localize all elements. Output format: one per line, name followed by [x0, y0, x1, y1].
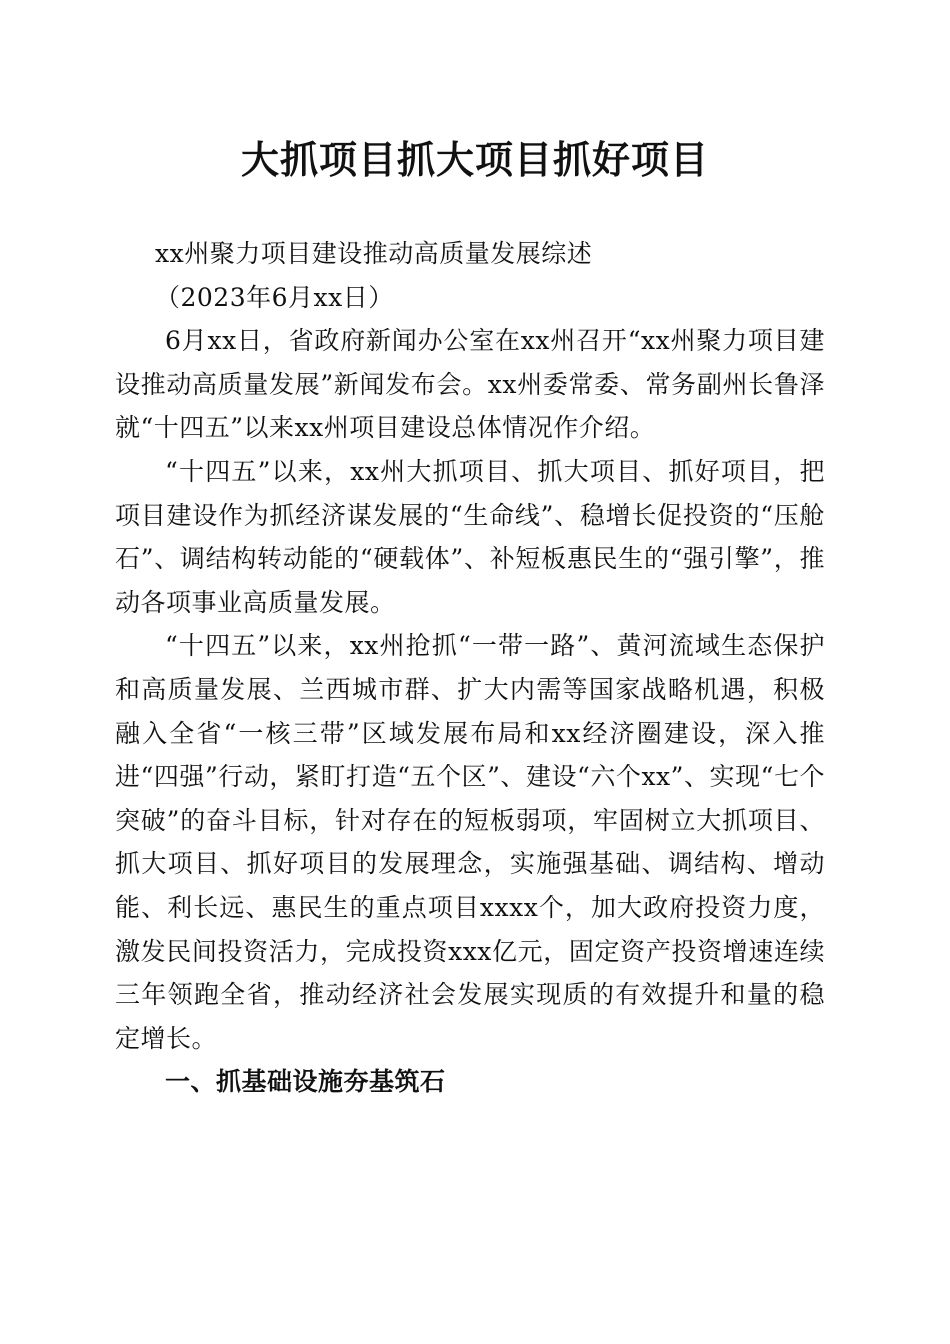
document-body [115, 232, 825, 1104]
document-title: 大抓项目抓大项目抓好项目 [240, 138, 709, 182]
paragraph-intro: 6月xx日，省政府新闻办公室在xx州召开“xx州聚力项目建设推动高质量发展”新闻发布会。xx州委常委、常务副州长鲁泽就“十四五”以来xx州项目建设总体情况作介绍。 [115, 326, 825, 443]
section-heading-1: 一、抓基础设施夯基筑石 [165, 1067, 446, 1097]
paragraph-strategy: “十四五”以来，xx州抢抓“一带一路”、黄河流域生态保护和高质量发展、兰西城市群、扩大内需等国家战略机遇，积极融入全省“一核三带”区域发展布局和xx经济圈建设，深入推进“四强”行动，紧盯打造“五个区”、建设“六个xx”、实现“七个突破”的奋斗目标，针对存在的短板弱项，牢固树立大抓项目、抓大项目、抓好项目的发展理念，实施强基础、调结构、增动能、利长远、惠民生的重点项目xxxx个，加大政府投资力度，激发民间投资活力，完成投资xxx亿元，固定资产投资增速连续三年领跑全省，推动经济社会发展实现质的有效提升和量的稳定增长。 [115, 631, 825, 1053]
document-subtitle: xx州聚力项目建设推动高质量发展综述 [155, 239, 593, 268]
document-date: （2023年6月xx日） [155, 282, 394, 312]
paragraph-overview: “十四五”以来，xx州大抓项目、抓大项目、抓好项目，把项目建设作为抓经济谋发展的“生命线”、稳增长促投资的“压舱石”、调结构转动能的“硬载体”、补短板惠民生的“强引擎”，推动各项事业高质量发展。 [115, 456, 825, 617]
